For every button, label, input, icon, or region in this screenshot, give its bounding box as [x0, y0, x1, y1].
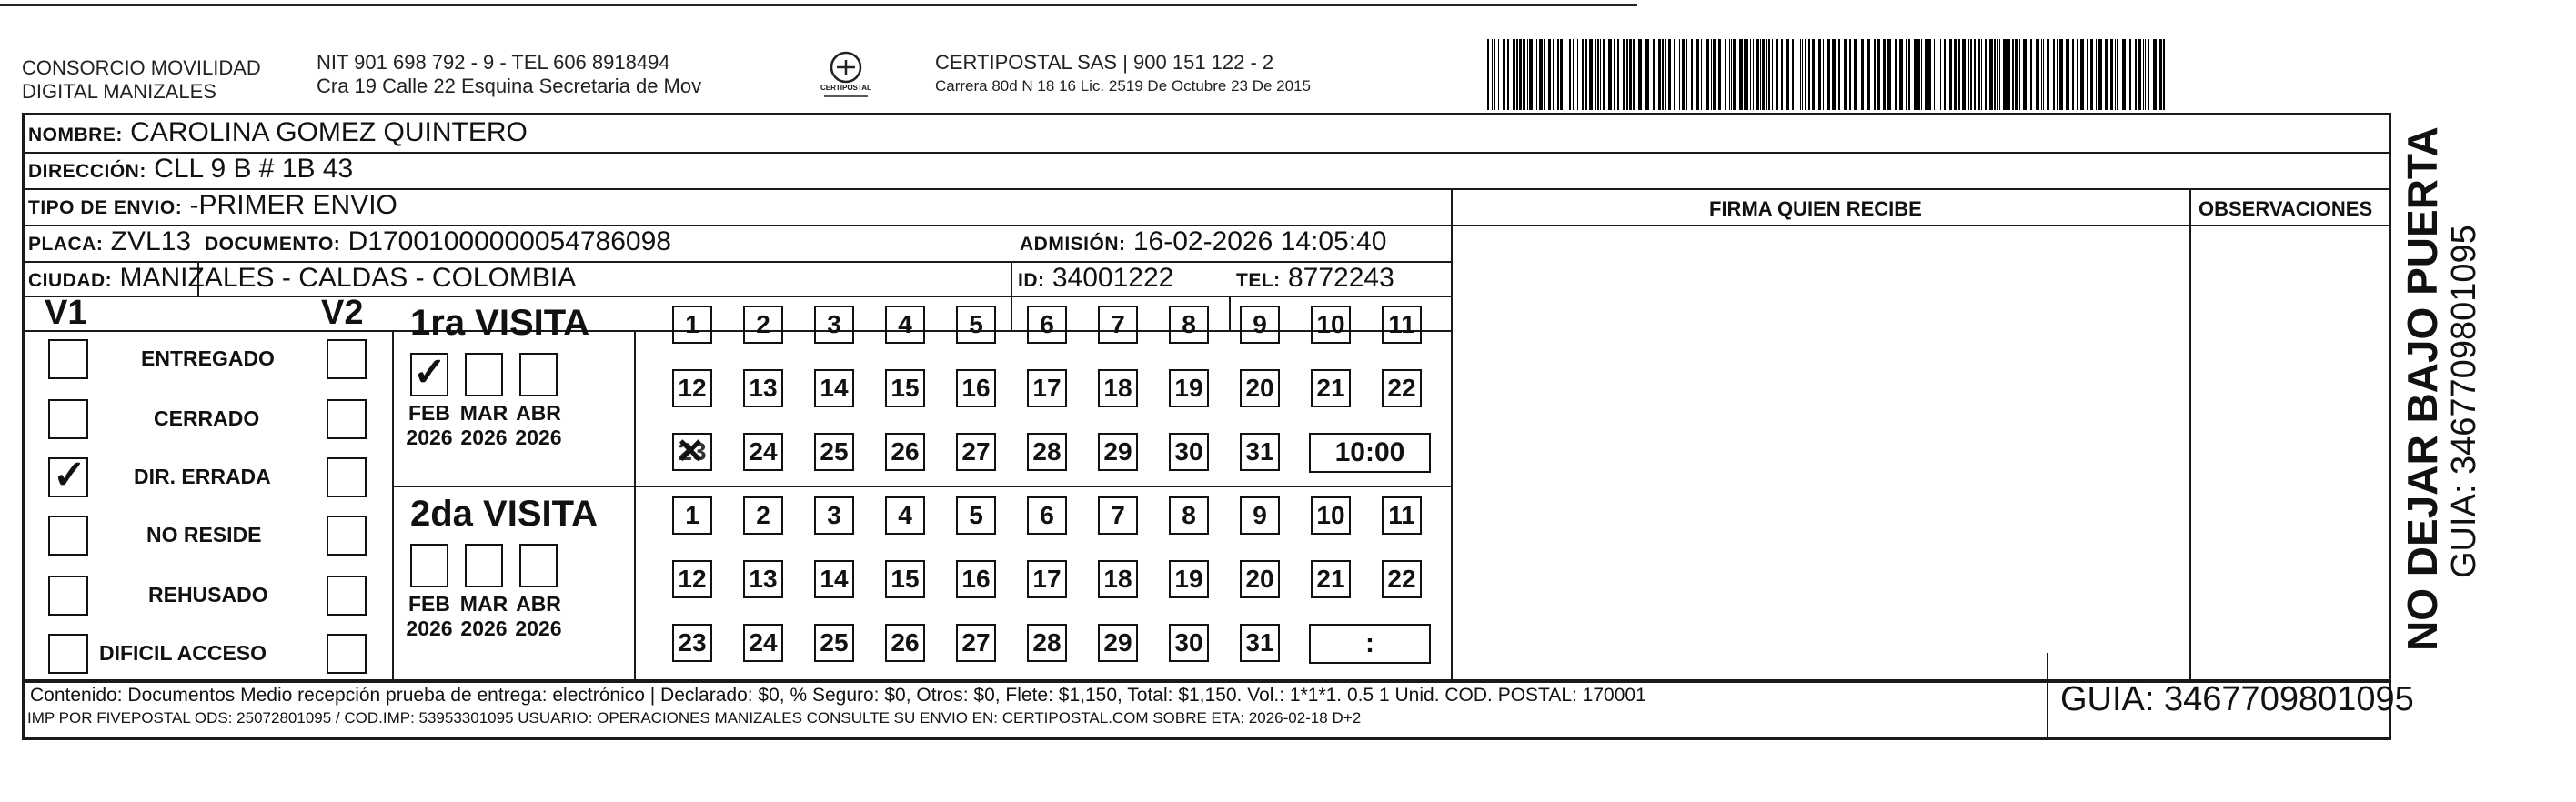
day-box[interactable]: 18 — [1098, 369, 1138, 407]
direccion-row — [28, 154, 353, 187]
day-box[interactable]: 11 — [1382, 496, 1422, 535]
nombre-label: NOMBRE: — [28, 125, 123, 145]
day-box[interactable]: 10 — [1311, 306, 1351, 344]
firma-header: FIRMA QUIEN RECIBE — [1709, 197, 1922, 220]
day-box[interactable]: 15 — [885, 369, 925, 407]
day-box[interactable]: 7 — [1098, 496, 1138, 535]
status-label: DIFICIL ACCESO — [99, 641, 267, 665]
month-name: MAR — [459, 401, 508, 425]
day-box[interactable]: 2 — [743, 496, 783, 535]
day-box[interactable]: 1 — [672, 496, 712, 535]
status-label: CERRADO — [154, 406, 260, 430]
day-box[interactable]: 3 — [814, 306, 854, 344]
time-box[interactable]: 10:00 — [1309, 433, 1431, 473]
day-box[interactable]: 30 — [1169, 624, 1209, 662]
day-box[interactable]: 6 — [1027, 496, 1067, 535]
visit2-title: 2da VISITA — [410, 494, 598, 534]
tel-label: TEL: — [1236, 270, 1281, 291]
day-box[interactable]: 22 — [1382, 369, 1422, 407]
direccion-label: DIRECCIÓN: — [28, 161, 146, 182]
month-name: ABR — [516, 592, 561, 616]
admision-value: 16-02-2026 14:05:40 — [1132, 226, 1387, 256]
day-box[interactable]: 8 — [1169, 306, 1209, 344]
v2-checkbox[interactable] — [327, 576, 367, 616]
month-year: 2026 — [460, 426, 508, 449]
month-checkbox[interactable] — [410, 544, 448, 587]
certipostal-logo — [819, 47, 873, 102]
day-box[interactable]: 13 — [743, 369, 783, 407]
day-box[interactable]: 1 — [672, 306, 712, 344]
day-box[interactable]: 8 — [1169, 496, 1209, 535]
day-box[interactable]: 20 — [1240, 560, 1280, 598]
company-block — [22, 56, 261, 104]
day-box[interactable]: 12 — [672, 560, 712, 598]
placa-label: PLACA: — [28, 234, 104, 255]
day-box[interactable]: 27 — [956, 433, 996, 471]
day-box[interactable]: 18 — [1098, 560, 1138, 598]
v1-checkbox[interactable] — [48, 576, 88, 616]
footer-line-1: Contenido: Documentos Medio recepción prueba de entrega: electrónico | Declarado: $0, % Seguro: $0, Otros: $0, Flete: $1,150, Total: $1,150. Vol.: 1*1*1. 0.5 1 Unid. COD. POSTAL: 170001 — [30, 685, 1646, 706]
status-label: NO RESIDE — [146, 523, 262, 546]
month-year: 2026 — [406, 426, 453, 449]
documento-label: DOCUMENTO: — [205, 234, 341, 255]
month-label — [507, 401, 570, 450]
day-box[interactable]: 26 — [885, 624, 925, 662]
nombre-row — [28, 117, 528, 151]
day-box[interactable]: 2 — [743, 306, 783, 344]
day-box[interactable]: 16 — [956, 369, 996, 407]
day-box[interactable]: 26 — [885, 433, 925, 471]
status-label: DIR. ERRADA — [134, 465, 271, 488]
status-label: REHUSADO — [148, 583, 268, 607]
visit1-title: 1ra VISITA — [410, 303, 590, 343]
v2-checkbox[interactable] — [327, 457, 367, 497]
placa-value: ZVL13 — [110, 226, 192, 256]
nit-block — [317, 51, 701, 98]
day-box[interactable]: 31 — [1240, 433, 1280, 471]
month-year: 2026 — [515, 617, 562, 640]
day-box[interactable]: 17 — [1027, 369, 1067, 407]
day-box[interactable]: 31 — [1240, 624, 1280, 662]
v2-checkbox[interactable] — [327, 399, 367, 439]
month-checkbox[interactable] — [410, 353, 448, 396]
day-box[interactable]: 29 — [1098, 433, 1138, 471]
day-box[interactable]: 19 — [1169, 560, 1209, 598]
certipostal-line-1: CERTIPOSTAL SAS | 900 151 122 - 2 — [935, 51, 1274, 74]
footer-box — [22, 680, 2414, 740]
company-line-1: CONSORCIO MOVILIDAD — [22, 56, 261, 79]
month-label — [507, 592, 570, 641]
v2-checkbox[interactable] — [327, 516, 367, 556]
id-label: ID: — [1018, 270, 1045, 291]
day-box[interactable]: 4 — [885, 306, 925, 344]
day-box[interactable]: 9 — [1240, 496, 1280, 535]
admision-label: ADMISIÓN: — [1020, 234, 1126, 255]
day-box[interactable]: 24 — [743, 433, 783, 471]
placa-row — [28, 226, 191, 260]
day-box[interactable]: 30 — [1169, 433, 1209, 471]
day-box[interactable]: 21 — [1311, 369, 1351, 407]
month-name: FEB — [408, 592, 450, 616]
month-checkbox[interactable] — [519, 544, 558, 587]
day-box[interactable]: 12 — [672, 369, 712, 407]
day-box[interactable]: 23 — [672, 624, 712, 662]
v2-checkbox[interactable] — [327, 339, 367, 379]
v1-checkbox[interactable] — [48, 399, 88, 439]
documento-row — [205, 226, 671, 260]
day-box[interactable]: 20 — [1240, 369, 1280, 407]
day-box[interactable]: 28 — [1027, 433, 1067, 471]
time-box[interactable]: : — [1309, 624, 1431, 664]
day-box[interactable]: 14 — [814, 369, 854, 407]
documento-value: D17001000000054786098 — [347, 226, 671, 256]
month-name: FEB — [408, 401, 450, 425]
tipo-value: -PRIMER ENVIO — [189, 190, 397, 220]
day-box[interactable]: 25 — [814, 433, 854, 471]
day-box[interactable]: 7 — [1098, 306, 1138, 344]
day-box[interactable]: 29 — [1098, 624, 1138, 662]
side-guia: GUIA: 3467709801095 — [2445, 225, 2483, 578]
ciudad-label: CIUDAD: — [28, 270, 113, 291]
nit-line-1: NIT 901 698 792 - 9 - TEL 606 8918494 — [317, 51, 670, 74]
month-year: 2026 — [515, 426, 562, 449]
observaciones-header: OBSERVACIONES — [2199, 197, 2373, 220]
day-box[interactable]: 10 — [1311, 496, 1351, 535]
month-name: MAR — [459, 592, 508, 616]
barcode — [1487, 39, 2169, 110]
day-box[interactable]: 3 — [814, 496, 854, 535]
day-box[interactable]: 6 — [1027, 306, 1067, 344]
day-box[interactable]: 25 — [814, 624, 854, 662]
tipo-row — [28, 190, 397, 224]
month-year: 2026 — [406, 617, 453, 640]
v2-checkbox[interactable] — [327, 634, 367, 674]
v1-checkbox[interactable] — [48, 516, 88, 556]
day-box[interactable]: 16 — [956, 560, 996, 598]
month-checkbox[interactable] — [465, 544, 503, 587]
footer-guia: GUIA: 3467709801095 — [2060, 680, 2414, 718]
certipostal-line-2: Carrera 80d N 18 16 Lic. 2519 De Octubre 23 De 2015 — [935, 77, 1311, 95]
day-box[interactable]: 21 — [1311, 560, 1351, 598]
day-box[interactable]: 15 — [885, 560, 925, 598]
nit-line-2: Cra 19 Calle 22 Esquina Secretaria de Mov — [317, 75, 702, 97]
ciudad-value: MANIZALES - CALDAS - COLOMBIA — [119, 263, 577, 293]
day-box[interactable]: 9 — [1240, 306, 1280, 344]
month-year: 2026 — [460, 617, 508, 640]
id-row — [1018, 263, 1173, 296]
day-box[interactable]: 11 — [1382, 306, 1422, 344]
v1-checkbox[interactable] — [48, 339, 88, 379]
logo-text: CERTIPOSTAL — [820, 84, 871, 92]
day-box[interactable]: 13 — [743, 560, 783, 598]
v1-label: V1 — [45, 294, 87, 332]
day-box[interactable]: 4 — [885, 496, 925, 535]
nombre-value: CAROLINA GOMEZ QUINTERO — [130, 117, 528, 147]
tel-value: 8772243 — [1288, 263, 1394, 293]
tel-row — [1236, 263, 1394, 296]
v2-label: V2 — [321, 294, 364, 332]
status-label: ENTREGADO — [141, 346, 275, 370]
day-box[interactable]: 23 ✕ — [672, 433, 712, 471]
side-no-dejar: NO DEJAR BAJO PUERTA — [2399, 126, 2446, 651]
month-name: ABR — [516, 401, 561, 425]
day-box[interactable]: 22 — [1382, 560, 1422, 598]
certipostal-block — [935, 51, 1311, 98]
admision-row — [1020, 226, 1386, 260]
tipo-label: TIPO DE ENVIO: — [28, 197, 183, 218]
id-value: 34001222 — [1052, 263, 1174, 293]
top-rule — [0, 4, 1637, 6]
day-box[interactable]: 14 — [814, 560, 854, 598]
day-box[interactable]: 27 — [956, 624, 996, 662]
v1-checkbox[interactable] — [48, 634, 88, 674]
day-box[interactable]: 24 — [743, 624, 783, 662]
day-box[interactable]: 5 — [956, 306, 996, 344]
ciudad-row — [28, 263, 576, 296]
month-checkbox[interactable] — [519, 353, 558, 396]
direccion-value: CLL 9 B # 1B 43 — [154, 154, 354, 184]
day-box[interactable]: 17 — [1027, 560, 1067, 598]
company-line-2: DIGITAL MANIZALES — [22, 80, 216, 103]
day-box[interactable]: 5 — [956, 496, 996, 535]
month-checkbox[interactable] — [465, 353, 503, 396]
day-box[interactable]: 28 — [1027, 624, 1067, 662]
footer-line-2: IMP POR FIVEPOSTAL ODS: 25072801095 / COD.IMP: 53953301095 USUARIO: OPERACIONES MANIZALES CONSULTE SU ENVIO EN: CERTIPOSTAL.COM SOBRE ETA: 2026-02-18 D+2 — [27, 709, 1362, 727]
v1-checkbox[interactable] — [48, 457, 88, 497]
day-box[interactable]: 19 — [1169, 369, 1209, 407]
